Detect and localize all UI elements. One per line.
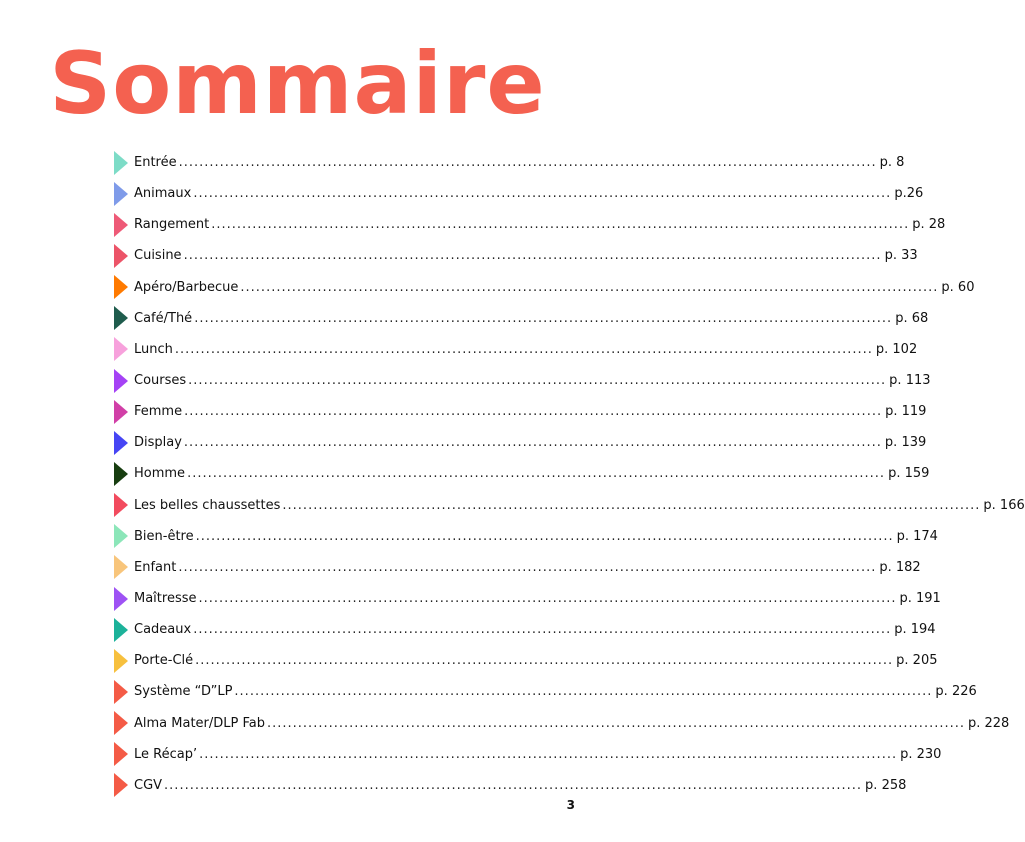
toc-entry[interactable] xyxy=(114,272,975,303)
toc-entry-text xyxy=(134,560,921,575)
dot-leader xyxy=(282,498,980,513)
dot-leader xyxy=(199,591,897,606)
toc-entry-label: Entrée xyxy=(134,155,177,171)
toc-entry-text xyxy=(134,747,941,762)
toc-entry[interactable] xyxy=(114,303,929,334)
toc-entry-page: p. 159 xyxy=(888,466,930,482)
toc-entry-page: p. 8 xyxy=(879,155,905,171)
toc-entry-label: Lunch xyxy=(134,341,173,357)
triangle-arrow-icon xyxy=(114,244,128,268)
triangle-arrow-icon xyxy=(114,462,128,486)
toc-entry-text xyxy=(134,217,945,232)
dot-leader xyxy=(234,684,932,699)
toc-entry-page: p. 60 xyxy=(941,279,975,295)
triangle-arrow-icon xyxy=(114,555,128,579)
triangle-arrow-icon xyxy=(114,649,128,673)
toc-entry-text xyxy=(134,591,941,606)
triangle-arrow-icon xyxy=(114,306,128,330)
toc-entry-page: p. 33 xyxy=(884,248,918,264)
dot-leader xyxy=(199,747,897,762)
toc-entry-text xyxy=(134,155,904,170)
toc-entry-text xyxy=(134,311,928,326)
toc-entry-label: Rangement xyxy=(134,217,210,233)
toc-entry-page: p. 228 xyxy=(968,715,1010,731)
dot-leader xyxy=(178,560,876,575)
toc-entry-label: Enfant xyxy=(134,559,177,575)
dot-leader xyxy=(195,653,893,668)
triangle-arrow-icon xyxy=(114,151,128,175)
toc-entry-page: p. 226 xyxy=(935,684,977,700)
triangle-arrow-icon xyxy=(114,493,128,517)
toc-entry-page: p. 28 xyxy=(912,217,946,233)
toc-entry-page: p. 113 xyxy=(889,373,931,389)
toc-entry[interactable] xyxy=(114,396,927,427)
triangle-arrow-icon xyxy=(114,773,128,797)
triangle-arrow-icon xyxy=(114,742,128,766)
toc-entry[interactable] xyxy=(114,458,930,489)
triangle-arrow-icon xyxy=(114,400,128,424)
toc-entry-label: Cuisine xyxy=(134,248,182,264)
table-of-contents xyxy=(114,147,1025,801)
dot-leader xyxy=(267,716,965,731)
toc-entry-page: p. 174 xyxy=(896,528,938,544)
toc-entry-page: p. 139 xyxy=(884,435,927,451)
toc-entry-page: p. 166 xyxy=(983,497,1025,513)
toc-entry-page: p. 182 xyxy=(879,559,921,575)
toc-entry-label: Café/Thé xyxy=(134,310,193,326)
toc-entry-label: Le Récap’ xyxy=(134,746,198,762)
page-number: 3 xyxy=(566,798,575,812)
toc-entry-text xyxy=(134,373,931,388)
toc-entry-page: p. 102 xyxy=(875,341,918,357)
toc-entry-text xyxy=(134,622,936,637)
toc-entry-label: Courses xyxy=(134,373,187,389)
toc-entry-text xyxy=(134,684,977,699)
toc-entry-label: Les belles chaussettes xyxy=(134,497,281,513)
triangle-arrow-icon xyxy=(114,337,128,361)
dot-leader xyxy=(193,186,891,201)
toc-entry[interactable] xyxy=(114,334,918,365)
dot-leader xyxy=(187,466,885,481)
toc-entry[interactable] xyxy=(114,209,946,240)
dot-leader xyxy=(193,622,891,637)
toc-entry-page: p. 205 xyxy=(896,653,938,669)
toc-entry-text xyxy=(134,342,917,357)
triangle-arrow-icon xyxy=(114,587,128,611)
dot-leader xyxy=(188,373,886,388)
toc-entry[interactable] xyxy=(114,583,941,614)
toc-entry-page: p. 230 xyxy=(900,746,942,762)
triangle-arrow-icon xyxy=(114,275,128,299)
toc-entry-page: p.26 xyxy=(894,186,924,202)
toc-entry-label: Alma Mater/DLP Fab xyxy=(134,715,265,731)
toc-entry[interactable] xyxy=(114,490,1025,521)
toc-entry-text xyxy=(134,529,938,544)
toc-entry-label: Femme xyxy=(134,404,183,420)
toc-entry-label: Homme xyxy=(134,466,186,482)
toc-entry[interactable] xyxy=(114,178,924,209)
triangle-arrow-icon xyxy=(114,182,128,206)
toc-entry-text xyxy=(134,653,938,668)
toc-entry[interactable] xyxy=(114,770,907,801)
toc-entry-page: p. 119 xyxy=(885,404,927,420)
triangle-arrow-icon xyxy=(114,369,128,393)
toc-entry[interactable] xyxy=(114,147,905,178)
toc-entry[interactable] xyxy=(114,708,1010,739)
triangle-arrow-icon xyxy=(114,680,128,704)
toc-entry[interactable] xyxy=(114,645,938,676)
dot-leader xyxy=(184,404,882,419)
triangle-arrow-icon xyxy=(114,213,128,237)
toc-entry-label: Maîtresse xyxy=(134,591,197,607)
toc-entry-label: Cadeaux xyxy=(134,622,192,638)
triangle-arrow-icon xyxy=(114,431,128,455)
toc-entry[interactable] xyxy=(114,240,918,271)
toc-entry-page: p. 191 xyxy=(899,591,941,607)
dot-leader xyxy=(179,155,877,170)
toc-entry[interactable] xyxy=(114,552,921,583)
toc-entry-text xyxy=(134,186,923,201)
page-title: Sommaire xyxy=(49,34,546,134)
toc-entry-label: Animaux xyxy=(134,186,192,202)
toc-entry-text xyxy=(134,778,906,793)
dot-leader xyxy=(164,778,862,793)
toc-entry-text xyxy=(134,404,926,419)
toc-entry-text xyxy=(134,466,929,481)
toc-entry-page: p. 194 xyxy=(894,622,936,638)
toc-entry-text xyxy=(134,280,974,295)
dot-leader xyxy=(184,248,882,263)
toc-entry-text xyxy=(134,435,926,450)
toc-entry-label: Display xyxy=(134,435,182,451)
toc-entry-page: p. 68 xyxy=(895,310,929,326)
triangle-arrow-icon xyxy=(114,618,128,642)
dot-leader xyxy=(240,280,938,295)
toc-entry[interactable] xyxy=(114,614,936,645)
toc-entry-label: Système “D”LP xyxy=(134,684,233,700)
toc-entry-label: CGV xyxy=(134,777,163,793)
toc-entry[interactable] xyxy=(114,427,927,458)
dot-leader xyxy=(175,342,873,357)
toc-entry-label: Porte-Clé xyxy=(134,653,194,669)
dot-leader xyxy=(211,217,909,232)
toc-entry[interactable] xyxy=(114,676,977,707)
triangle-arrow-icon xyxy=(114,524,128,548)
toc-entry-label: Bien-être xyxy=(134,528,194,544)
dot-leader xyxy=(194,311,892,326)
toc-entry[interactable] xyxy=(114,365,931,396)
toc-entry[interactable] xyxy=(114,739,942,770)
triangle-arrow-icon xyxy=(114,711,128,735)
dot-leader xyxy=(184,435,882,450)
toc-entry-text xyxy=(134,248,918,263)
toc-entry[interactable] xyxy=(114,521,938,552)
toc-entry-text xyxy=(134,498,1025,513)
toc-entry-label: Apéro/Barbecue xyxy=(134,279,239,295)
dot-leader xyxy=(196,529,894,544)
toc-entry-page: p. 258 xyxy=(865,777,907,793)
toc-entry-text xyxy=(134,716,1009,731)
